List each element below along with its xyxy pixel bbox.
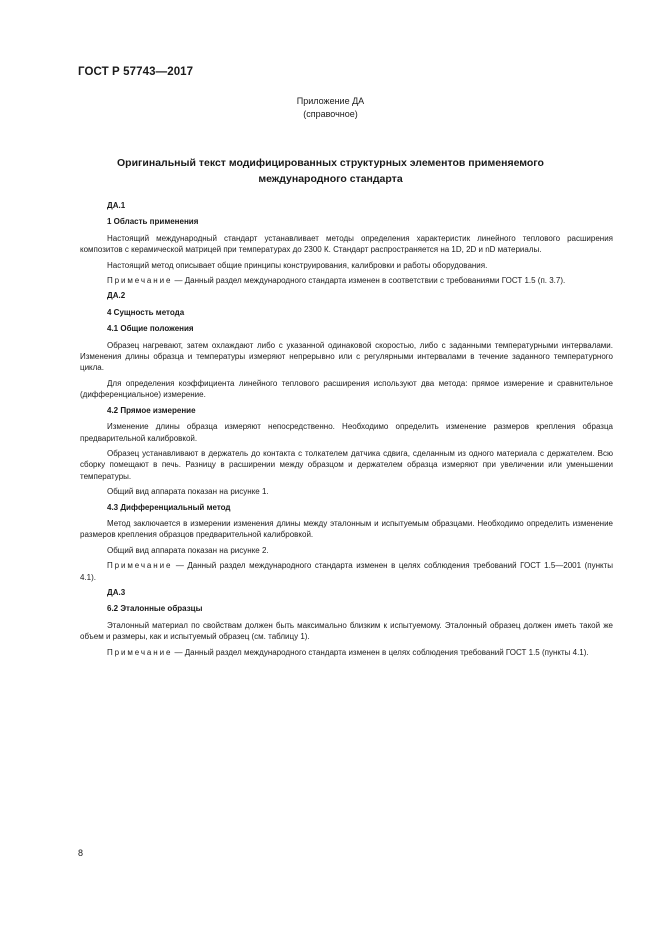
appendix-heading-line2: международного стандарта: [258, 173, 403, 185]
paragraph: Общий вид аппарата показан на рисунке 1.: [107, 487, 269, 497]
subsection-heading-differential: 4.3 Дифференциальный метод: [107, 502, 231, 512]
section-label-da1: ДА.1: [107, 201, 126, 210]
section-label-da3: ДА.3: [107, 587, 126, 597]
paragraph: Образец устанавливают в держатель до контакта с толкателем датчика сдвига, сделанным из одного материала с держателем. Всю сборку помещают в печь. Разницу в расширении между образцом и держателем образца измеряют при увеличении или уменьшении температуры.: [80, 448, 613, 481]
paragraph: Настоящий международный стандарт устанавливает методы определения характеристик линейного теплового расширения композитов с керамической матрицей при температурах до 2300 К. Стандарт распространяется на 1D, 2D и nD материалы.: [80, 233, 613, 255]
paragraph: Общий вид аппарата показан на рисунке 2.: [107, 545, 269, 555]
subsection-heading-general: 4.1 Общие положения: [107, 324, 194, 334]
appendix-label: [0, 95, 661, 121]
appendix-heading: [0, 155, 661, 187]
section-label-da2: ДА.2: [107, 291, 126, 301]
document-body: [80, 200, 613, 662]
document-standard-code: ГОСТ Р 57743—2017: [78, 66, 194, 78]
paragraph: Настоящий метод описывает общие принципы конструирования, калибровки и работы оборудования.: [107, 260, 488, 270]
paragraph: Образец нагревают, затем охлаждают либо с указанной одинаковой скоростью, либо с заданными температурными интервалами. Изменения длины образца и температуры измеряют непрерывно или с регулярными интервалами в течение заданного температурного цикла.: [80, 340, 613, 373]
paragraph: Для определения коэффициента линейного теплового расширения используют два метода: прямое измерение и сравнительное (дифференциальное) измерение.: [80, 378, 613, 400]
note-paragraph: [80, 275, 613, 286]
section-heading-method: 4 Сущность метода: [107, 307, 185, 317]
appendix-subtitle: (справочное): [303, 109, 358, 119]
page-number: 8: [78, 848, 84, 858]
paragraph: Изменение длины образца измеряют непосредственно. Необходимо определить изменение размеров крепления образца предварительной калибровкой.: [80, 422, 613, 443]
note-text: — Данный раздел международного стандарта изменен в соответствии с требованиями ГОСТ 1.5 (п. 3.7).: [172, 276, 566, 286]
note-word: Примечание: [107, 647, 173, 657]
note-text: — Данный раздел международного стандарта изменен в целях соблюдения требований ГОСТ 1.5—2001 (пункты 4.1).: [80, 561, 613, 582]
note-word: Примечание: [107, 561, 173, 571]
section-heading-scope: 1 Область применения: [107, 217, 199, 227]
note-paragraph: [80, 560, 613, 583]
note-text: — Данный раздел международного стандарта изменен в целях соблюдения требований ГОСТ 1.5 (пункты 4.1).: [172, 647, 589, 657]
section-heading-reference-samples: 6.2 Эталонные образцы: [107, 604, 203, 614]
note-paragraph: [80, 647, 613, 658]
paragraph: Метод заключается в измерении изменения длины между эталонным и испытуемым образцами. Необходимо определить изменение размеров крепления образцов предварительной калибровкой.: [80, 518, 613, 540]
paragraph: Эталонный материал по свойствам должен быть максимально близким к испытуемому. Эталонный образец должен иметь такой же объем и размеры, как и испытуемый образец (см. таблицу 1).: [80, 620, 613, 642]
appendix-heading-line1: Оригинальный текст модифицированных структурных элементов применяемого: [117, 157, 544, 169]
appendix-title: Приложение ДА: [296, 96, 365, 106]
note-word: Примечание: [107, 276, 173, 286]
subsection-heading-direct: 4.2 Прямое измерение: [107, 405, 196, 415]
